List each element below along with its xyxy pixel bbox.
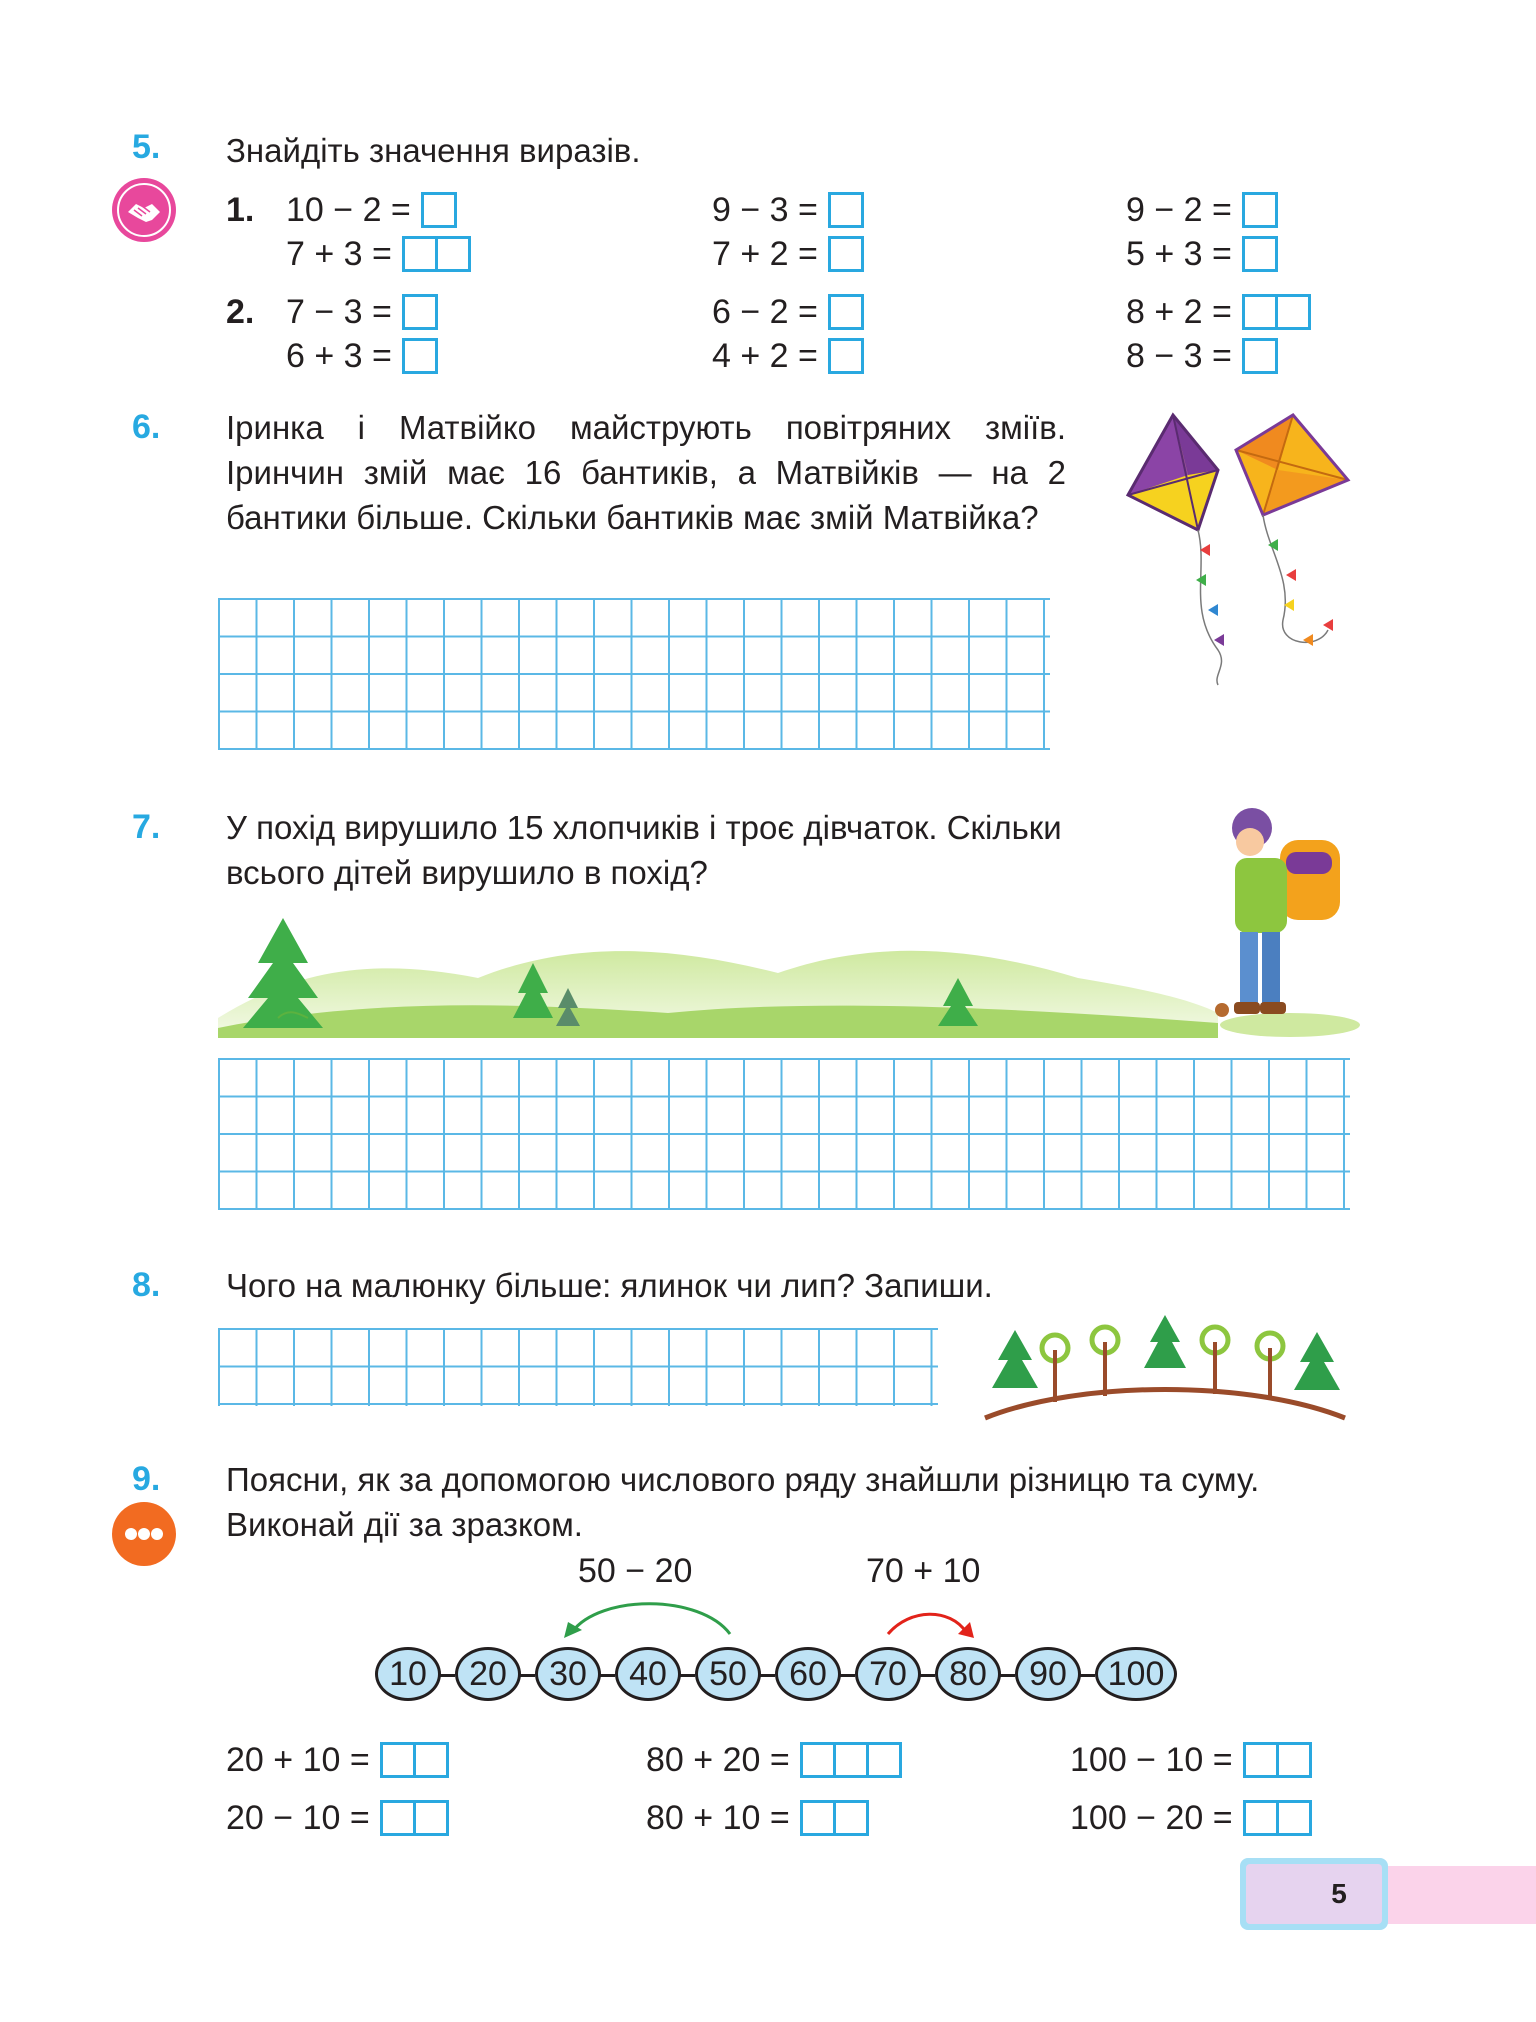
purple-kite-icon: [1128, 415, 1218, 530]
expression: 9 − 3 =: [712, 191, 818, 229]
answer-grid-8[interactable]: [218, 1328, 938, 1406]
t9-r2-c1: [226, 1796, 449, 1840]
expression: 6 − 2 =: [712, 293, 818, 331]
answer-box-units[interactable]: [1276, 1742, 1312, 1778]
t9-r2-c2: [646, 1796, 869, 1840]
expression: 80 + 20 =: [646, 1741, 790, 1779]
task-5-text: Знайдіть значення виразів.: [226, 132, 641, 169]
expression: 7 − 3 =: [286, 293, 392, 331]
bead-100: 100: [1095, 1647, 1177, 1701]
answer-grid-6[interactable]: [218, 598, 1050, 750]
answer-box-tens[interactable]: [380, 1742, 416, 1778]
expression: 9 − 2 =: [1126, 191, 1232, 229]
page-tab-stripe: [1380, 1866, 1536, 1924]
bead-90: 90: [1015, 1647, 1081, 1701]
bead-50: 50: [695, 1647, 761, 1701]
task-8-text: Чого на малюнку більше: ялинок чи лип? Запиши.: [226, 1267, 993, 1304]
left-arrow-icon: [572, 1604, 730, 1634]
expression: 20 + 10 =: [226, 1741, 370, 1779]
expression: 100 − 20 =: [1070, 1799, 1233, 1837]
answer-box[interactable]: [828, 294, 864, 330]
answer-box[interactable]: [402, 294, 438, 330]
t9-r1-c2: [646, 1738, 902, 1782]
t5-g2-r1-c2: [712, 290, 864, 334]
t5-g2-r2-c2: [712, 334, 864, 378]
page-number-inner: [1246, 1864, 1382, 1924]
answer-box[interactable]: [1242, 338, 1278, 374]
expression: 7 + 3 =: [286, 235, 392, 273]
kites-illustration: [1118, 410, 1358, 690]
number-line-arrows: [560, 1594, 1000, 1638]
bead-80: 80: [935, 1647, 1001, 1701]
trees-on-hill-illustration: [980, 1310, 1350, 1426]
task-5-number: 5.: [132, 128, 161, 166]
answer-box[interactable]: [421, 192, 457, 228]
answer-box[interactable]: [1242, 236, 1278, 272]
bead-20: 20: [455, 1647, 521, 1701]
dots-icon: [112, 1502, 176, 1566]
expression: 20 − 10 =: [226, 1799, 370, 1837]
expression: 6 + 3 =: [286, 337, 392, 375]
answer-box-units[interactable]: [1276, 1800, 1312, 1836]
answer-box[interactable]: [828, 338, 864, 374]
number-line: [375, 1647, 1191, 1701]
answer-box-tens[interactable]: [380, 1800, 416, 1836]
answer-box-units[interactable]: [866, 1742, 902, 1778]
answer-box-tens[interactable]: [1243, 1742, 1279, 1778]
answer-box-tens[interactable]: [800, 1800, 836, 1836]
answer-box-units[interactable]: [833, 1800, 869, 1836]
bead-60: 60: [775, 1647, 841, 1701]
t5-g2-r2-c3: [1126, 334, 1278, 378]
example-left: 50 − 20: [578, 1552, 693, 1590]
answer-box-tens[interactable]: [833, 1742, 869, 1778]
answer-box[interactable]: [402, 338, 438, 374]
expression: 4 + 2 =: [712, 337, 818, 375]
t9-r2-c3: [1070, 1796, 1312, 1840]
expression: 80 + 10 =: [646, 1799, 790, 1837]
expression: 10 − 2 =: [286, 191, 411, 229]
handshake-icon: [112, 178, 176, 242]
t5-g1-r2-c3: [1126, 232, 1278, 276]
t5-g1-r2-c2: [712, 232, 864, 276]
page-number: 5: [1331, 1878, 1347, 1909]
example-right: 70 + 10: [866, 1552, 981, 1590]
task-6-text: Іринка і Матвійко майструють повітряних зміїв. Іринчин змій має 16 бантиків, а Матвійків — на 2 бантики більше. Скільки бантиків має змій Матвійка?: [226, 409, 1066, 536]
t5-g2-r1-c1: [226, 290, 438, 334]
t5-g1-r1-c1: [226, 188, 457, 232]
bead-30: 30: [535, 1647, 601, 1701]
page-number-tab: [1240, 1858, 1388, 1930]
t5-g1-r1-c3: [1126, 188, 1278, 232]
answer-box[interactable]: [828, 192, 864, 228]
orange-kite-icon: [1236, 415, 1348, 515]
task-7-text: У похід вирушило 15 хлопчиків і троє дівчаток. Скільки всього дітей вирушило в похід?: [226, 809, 1062, 891]
t5-g2-r1-c3: [1126, 290, 1311, 334]
answer-box-units[interactable]: [413, 1800, 449, 1836]
t5-g2-r2-c1: [226, 334, 438, 378]
hills-landscape-illustration: [218, 918, 1218, 1038]
expression: 8 − 3 =: [1126, 337, 1232, 375]
t9-r1-c3: [1070, 1738, 1312, 1782]
t9-r1-c1: [226, 1738, 449, 1782]
answer-box[interactable]: [828, 236, 864, 272]
answer-box-units[interactable]: [413, 1742, 449, 1778]
t5-g1-r1-c2: [712, 188, 864, 232]
expression: 8 + 2 =: [1126, 293, 1232, 331]
hiker-illustration: [1200, 800, 1360, 1040]
answer-box-tens[interactable]: [1243, 1800, 1279, 1836]
answer-box-units[interactable]: [1275, 294, 1311, 330]
expression: 7 + 2 =: [712, 235, 818, 273]
answer-box-units[interactable]: [435, 236, 471, 272]
group-label: 1.: [226, 191, 255, 229]
t5-g1-r2-c1: [226, 232, 471, 276]
answer-box[interactable]: [1242, 192, 1278, 228]
task-9-text: Поясни, як за допомогою числового ряду знайшли різницю та суму. Виконай дії за зразком.: [226, 1461, 1260, 1543]
task-6-number: 6.: [132, 408, 161, 446]
expression: 5 + 3 =: [1126, 235, 1232, 273]
task-8-number: 8.: [132, 1266, 161, 1304]
task-9-number: 9.: [132, 1460, 161, 1498]
group-label: 2.: [226, 293, 255, 331]
answer-box-tens[interactable]: [402, 236, 438, 272]
bead-10: 10: [375, 1647, 441, 1701]
task-7-number: 7.: [132, 808, 161, 846]
answer-box-hundreds[interactable]: [800, 1742, 836, 1778]
bead-70: 70: [855, 1647, 921, 1701]
right-arrow-icon: [888, 1614, 966, 1634]
answer-grid-7[interactable]: [218, 1058, 1350, 1210]
answer-box-tens[interactable]: [1242, 294, 1278, 330]
bead-40: 40: [615, 1647, 681, 1701]
expression: 100 − 10 =: [1070, 1741, 1233, 1779]
